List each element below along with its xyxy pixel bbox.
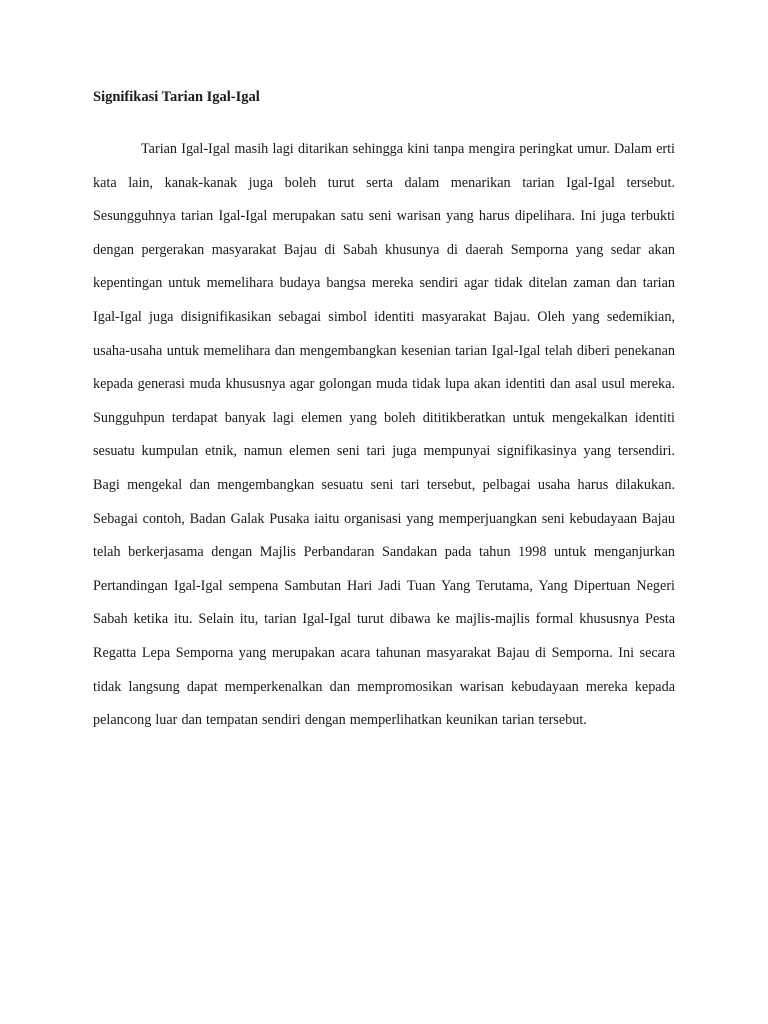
body-paragraph: Tarian Igal-Igal masih lagi ditarikan sehingga kini tanpa mengira peringkat umur. Dalam erti kata lain, kanak-kanak juga boleh turut serta dalam menarikan tarian Igal-Igal tersebut. Sesungguhnya tarian Igal-Igal merupakan satu seni warisan yang harus dipelihara. Ini juga terbukti dengan pergerakan masyarakat Bajau di Sabah khusunya di daerah Semporna yang sedar akan kepentingan untuk memelihara budaya bangsa mereka sendiri agar tidak ditelan zaman dan tarian Igal-Igal juga disignifikasikan sebagai simbol identiti masyarakat Bajau. Oleh yang sedemikian, usaha-usaha untuk memelihara dan mengembangkan kesenian tarian Igal-Igal telah diberi penekanan kepada generasi muda khususnya agar golongan muda tidak lupa akan identiti dan asal usul mereka. Sungguhpun terdapat banyak lagi elemen yang boleh dititikberatkan untuk mengekalkan identiti sesuatu kumpulan etnik, namun elemen seni tari juga mempunyai signifikasinya yang tersendiri. Bagi mengekal dan mengembangkan sesuatu seni tari tersebut, pelbagai usaha harus dilakukan. Sebagai contoh, Badan Galak Pusaka iaitu organisasi yang memperjuangkan seni kebudayaan Bajau telah berkerjasama dengan Majlis Perbandaran Sandakan pada tahun 1998 untuk menganjurkan Pertandingan Igal-Igal sempena Sambutan Hari Jadi Tuan Yang Terutama, Yang Dipertuan Negeri Sabah ketika itu. Selain itu, tarian Igal-Igal turut dibawa ke majlis-majlis formal khususnya Pesta Regatta Lepa Semporna yang merupakan acara tahunan masyarakat Bajau di Semporna. Ini secara tidak langsung dapat memperkenalkan dan mempromosikan warisan kebudayaan mereka kepada pelancong luar dan tempatan sendiri dengan memperlihatkan keunikan tarian tersebut. [93, 141, 675, 729]
document-content [93, 86, 675, 738]
document-title: Signifikasi Tarian Igal-Igal [93, 89, 260, 105]
